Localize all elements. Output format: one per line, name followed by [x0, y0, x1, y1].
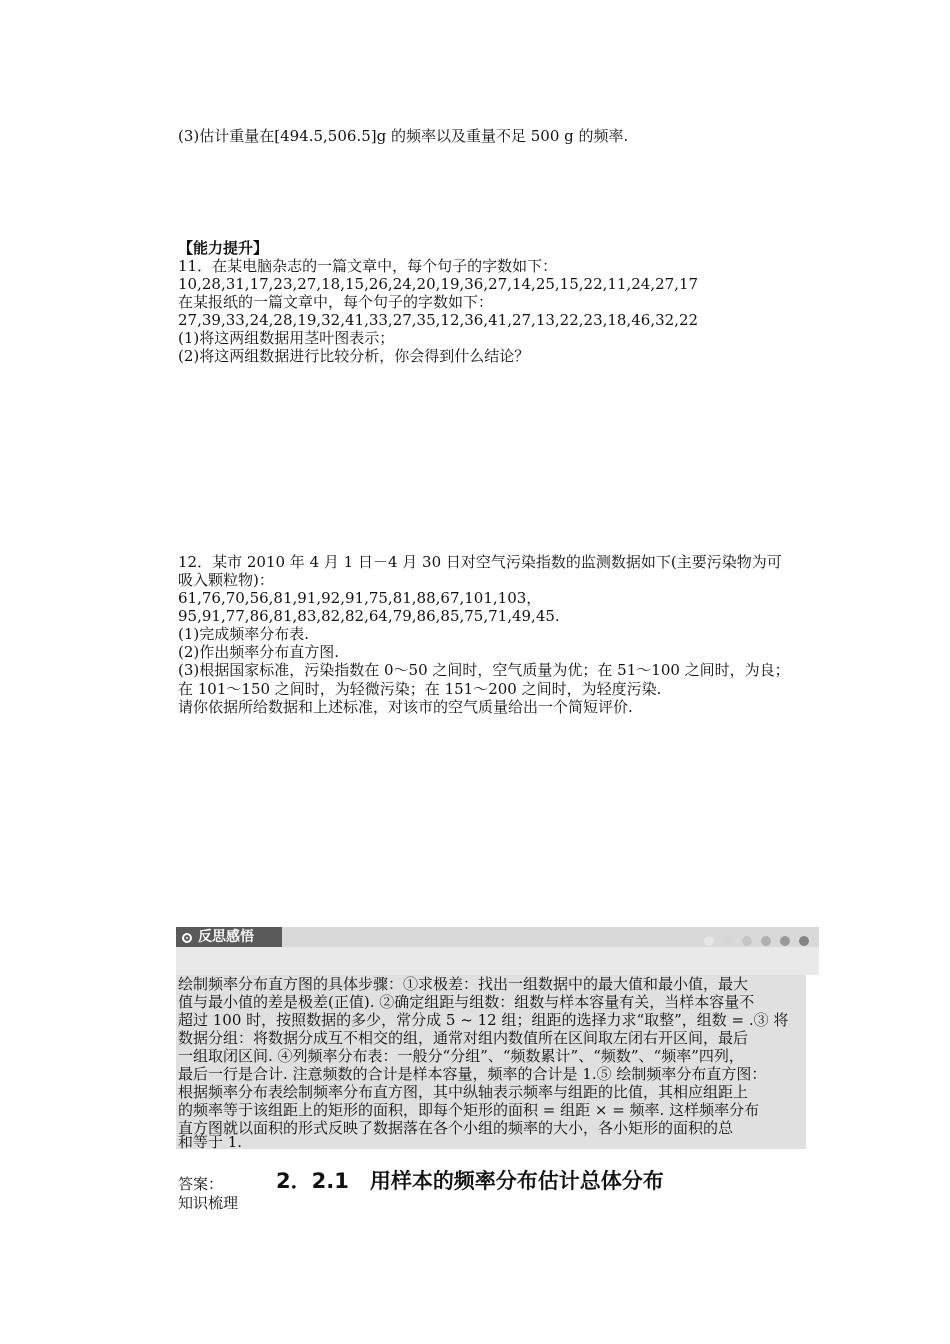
bullet-circle-icon [182, 933, 192, 943]
reflection-line: 绘制频率分布直方图的具体步骤：①求极差：找出一组数据中的最大值和最小值，最大 [178, 975, 749, 993]
dot-icon [799, 936, 809, 946]
reflection-line: 的频率等于该组距上的矩形的面积，即每个矩形的面积 = 组距 × = 频率. 这样频率分布 [178, 1101, 760, 1119]
section-title: 2．2.1 用样本的频率分布估计总体分布 [276, 1169, 664, 1193]
reflection-title: 反思感悟 [198, 929, 254, 945]
q11-line: 10,28,31,17,23,27,18,15,26,24,20,19,36,27,14,25,15,22,11,24,27,17 [178, 275, 699, 293]
q12-line: 95,91,77,86,81,83,82,82,64,79,86,85,75,71,49,45. [178, 607, 560, 625]
reflection-line: 和等于 1. [178, 1133, 243, 1151]
q12-line: (1)完成频率分布表. [178, 625, 310, 643]
reflection-line: 数据分组：将数据分成互不相交的组，通常对组内数值所在区间取左闭右开区间，最后 [178, 1029, 749, 1047]
q12-line: 在 101～150 之间时，为轻微污染；在 151～200 之间时，为轻度污染. [178, 680, 662, 698]
q11-line: 在某报纸的一篇文章中，每个句子的字数如下： [178, 293, 494, 311]
knowledge-subheading: 知识梳理 [178, 1194, 239, 1212]
reflection-line: 值与最小值的差是极差(正值). ②确定组距与组数：组数与样本容量有关，当样本容量不 [178, 993, 755, 1011]
q12-line: 61,76,70,56,81,91,92,91,75,81,88,67,101,103， [178, 589, 542, 607]
ability-heading: 【能力提升】 [178, 239, 269, 257]
reflection-tab [176, 927, 282, 947]
reflection-line: 直方图就以面积的形式反映了数据落在各个小组的频率的大小，各小矩形的面积的总 [178, 1119, 734, 1137]
reflection-line: 根据频率分布表绘制频率分布直方图，其中纵轴表示频率与组距的比值，其相应组距上 [178, 1083, 749, 1101]
q11-line: (1)将这两组数据用茎叶图表示； [178, 329, 395, 347]
answer-label: 答案： [178, 1175, 224, 1193]
q11-line: (2)将这两组数据进行比较分析，你会得到什么结论？ [178, 347, 530, 365]
q12-line: 吸入颗粒物)： [178, 571, 274, 589]
reflection-line: 最后一行是合计. 注意频数的合计是样本容量，频率的合计是 1.⑤ 绘制频率分布直方图： [178, 1065, 767, 1083]
q11-line: 11．在某电脑杂志的一篇文章中，每个句子的字数如下： [178, 257, 558, 275]
q11-line: 27,39,33,24,28,19,32,41,33,27,35,12,36,41,27,13,22,23,18,46,32,22 [178, 311, 699, 329]
dot-icon [761, 936, 771, 946]
q12-line: 请你依据所给数据和上述标准，对该市的空气质量给出一个简短评价. [178, 698, 633, 716]
reflection-line: 一组取闭区间. ④列频率分布表：一般分“分组”、“频数累计”、“频数”、“频率”四列， [178, 1047, 744, 1065]
q12-line: (3)根据国家标准，污染指数在 0～50 之间时，空气质量为优；在 51～100 之间时，为良； [178, 661, 790, 679]
reflection-line: 超过 100 时，按照数据的多少，常分成 5 ~ 12 组；组距的选择力求“取整”，组数 = .③ 将 [178, 1011, 789, 1029]
dot-icon [704, 936, 714, 946]
reflection-banner [176, 927, 819, 947]
q12-line: 12．某市 2010 年 4 月 1 日－4 月 30 日对空气污染指数的监测数据如下(主要污染物为可 [178, 553, 782, 571]
question-3-text: (3)估计重量在[494.5,506.5]g 的频率以及重量不足 500 g 的频率. [178, 127, 629, 145]
dot-icon [742, 936, 752, 946]
reflection-body [176, 975, 806, 1149]
dot-icon [723, 936, 733, 946]
q12-line: (2)作出频率分布直方图. [178, 643, 340, 661]
reflection-spacer [176, 947, 819, 975]
dot-icon [780, 936, 790, 946]
